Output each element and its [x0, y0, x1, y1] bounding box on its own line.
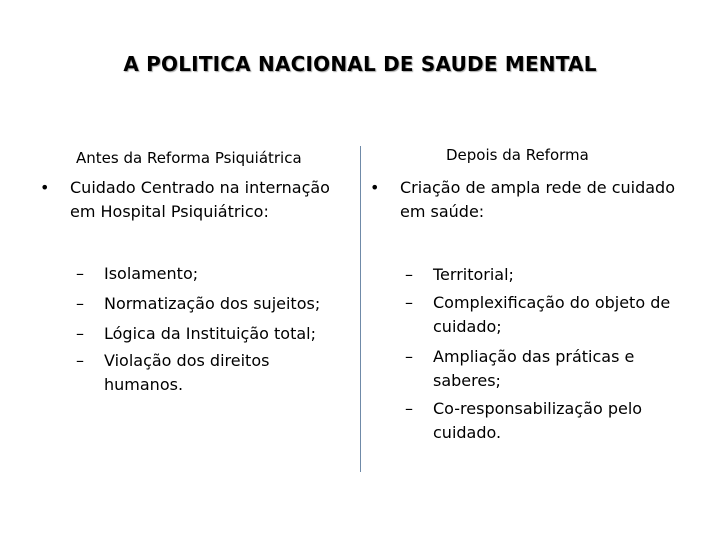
- right-main-bullet-text: Criação de ampla rede de cuidado em saúde:: [400, 178, 675, 221]
- right-list-item-text: Ampliação das práticas e saberes;: [433, 347, 635, 390]
- right-list-item: [405, 263, 685, 287]
- left-main-bullet-text: Cuidado Centrado na internação em Hospital Psiquiátrico:: [70, 178, 330, 221]
- left-list-item: [76, 322, 336, 346]
- right-list-item: [405, 291, 685, 339]
- left-list-item-text: Lógica da Instituição total;: [104, 324, 316, 343]
- left-list-item-text: Normatização dos sujeitos;: [104, 294, 321, 313]
- dash-icon: –: [405, 347, 413, 366]
- right-main-bullet: [370, 176, 690, 224]
- column-divider: [360, 146, 361, 472]
- left-list-item: [76, 262, 336, 286]
- right-list-item-text: Territorial;: [433, 265, 514, 284]
- dash-icon: –: [76, 264, 84, 283]
- right-list-item: [405, 345, 685, 393]
- right-list-item: [405, 397, 685, 445]
- bullet-icon: •: [40, 178, 50, 197]
- left-list-item: [76, 349, 336, 397]
- left-list-item-text: Violação dos direitos humanos.: [104, 351, 270, 394]
- slide-title: A POLITICA NACIONAL DE SAUDE MENTAL: [123, 52, 597, 76]
- right-column-heading: Depois da Reforma: [446, 146, 589, 164]
- left-column-heading: Antes da Reforma Psiquiátrica: [76, 149, 302, 167]
- left-main-bullet: [40, 176, 340, 224]
- dash-icon: –: [76, 324, 84, 343]
- dash-icon: –: [76, 351, 84, 370]
- left-list-item: [76, 292, 336, 316]
- dash-icon: –: [405, 265, 413, 284]
- right-list-item-text: Complexificação do objeto de cuidado;: [433, 293, 671, 336]
- left-list-item-text: Isolamento;: [104, 264, 199, 283]
- dash-icon: –: [405, 399, 413, 418]
- bullet-icon: •: [370, 178, 380, 197]
- dash-icon: –: [405, 293, 413, 312]
- dash-icon: –: [76, 294, 84, 313]
- right-list-item-text: Co-responsabilização pelo cuidado.: [433, 399, 643, 442]
